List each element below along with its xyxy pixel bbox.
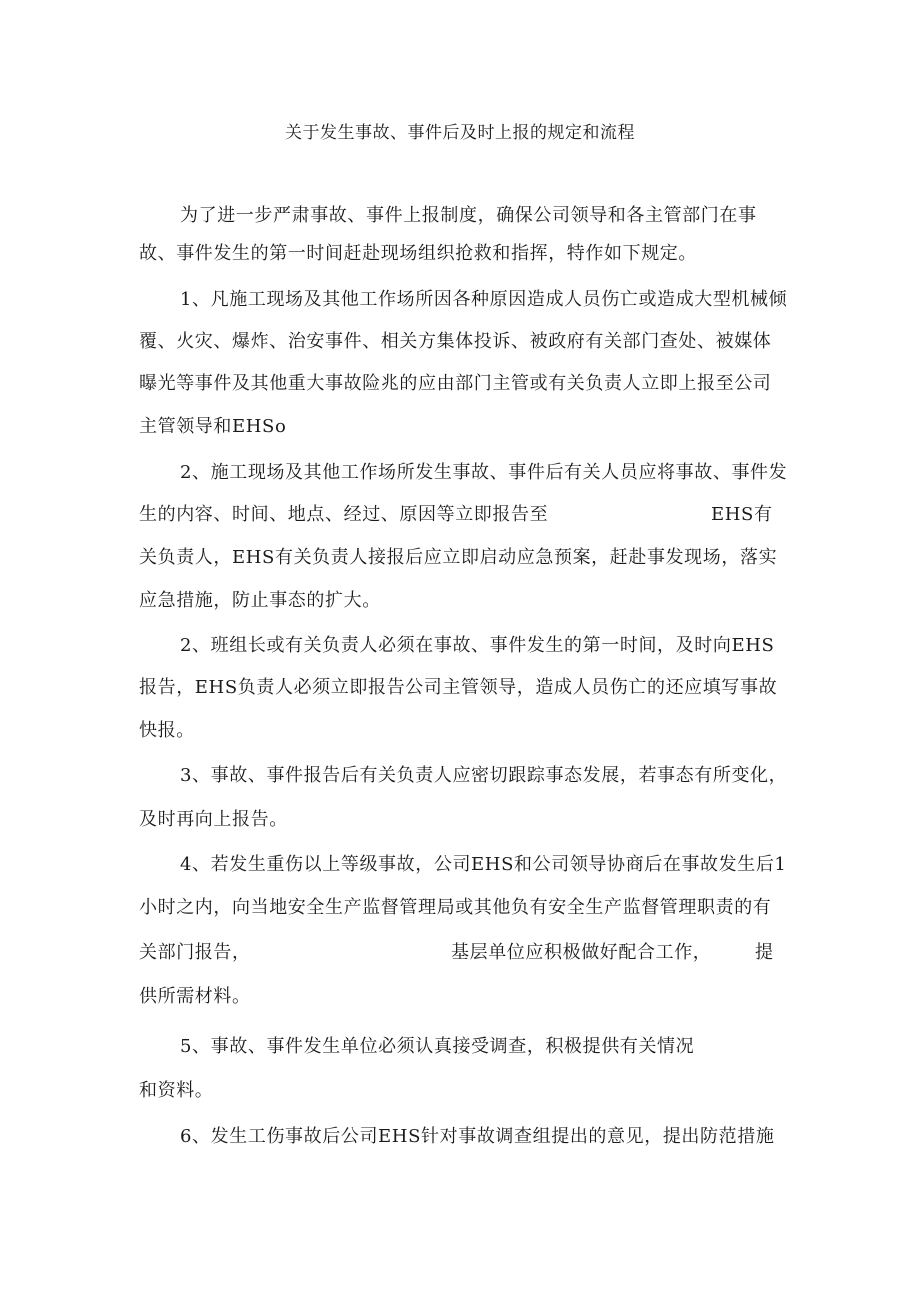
item3-line-2: 及时再向上报告。	[139, 809, 288, 830]
item4-line-3c: 提	[755, 942, 774, 963]
intro-line-2: 故、事件发生的第一时间赶赴现场组织抢救和指挥，特作如下规定。	[139, 243, 697, 264]
item2a-line-2b: EHS有	[711, 504, 773, 525]
item2a-line-2a: 生的内容、时间、地点、经过、原因等立即报告至	[139, 504, 549, 525]
intro-line-1: 为了进一步严肃事故、事件上报制度，确保公司领导和各主管部门在事	[180, 205, 757, 226]
item4-line-2: 小时之内，向当地安全生产监督管理局或其他负有安全生产监督管理职责的有	[139, 897, 772, 918]
item3-line-1: 3、事故、事件报告后有关负责人应密切跟踪事态发展，若事态有所变化，	[180, 765, 788, 786]
item5-line-2: 和资料。	[139, 1080, 214, 1101]
item2b-line-3: 快报。	[139, 720, 195, 741]
item4-line-3a: 关部门报告，	[139, 942, 251, 963]
item1-line-4: 主管领导和EHSo	[139, 416, 287, 437]
item1-line-1: 1、凡施工现场及其他工作场所因各种原因造成人员伤亡或造成大型机械倾	[180, 289, 788, 310]
item2a-line-4: 应急措施，防止事态的扩大。	[139, 590, 381, 611]
item1-line-2: 覆、火灾、爆炸、治安事件、相关方集体投诉、被政府有关部门查处、被媒体	[139, 331, 772, 352]
item4-line-1: 4、若发生重伤以上等级事故，公司EHS和公司领导协商后在事故发生后1	[180, 854, 787, 875]
item6-line-1: 6、发生工伤事故后公司EHS针对事故调查组提出的意见，提出防范措施	[180, 1126, 775, 1147]
item5-line-1: 5、事故、事件发生单位必须认真接受调查，积极提供有关情况	[180, 1036, 695, 1057]
item4-line-4: 供所需材料。	[139, 986, 251, 1007]
item2b-line-1: 2、班组长或有关负责人必须在事故、事件发生的第一时间，及时向EHS	[180, 635, 775, 656]
item1-line-3: 曝光等事件及其他重大事故险兆的应由部门主管或有关负责人立即上报至公司	[139, 373, 772, 394]
item2b-line-2: 报告，EHS负责人必须立即报告公司主管领导，造成人员伤亡的还应填写事故	[139, 677, 778, 698]
item2a-line-3: 关负责人，EHS有关负责人接报后应立即启动应急预案，赶赴事发现场，落实	[139, 547, 778, 568]
document-title: 关于发生事故、事件后及时上报的规定和流程	[285, 123, 635, 143]
item2a-line-1: 2、施工现场及其他工作场所发生事故、事件后有关人员应将事故、事件发	[180, 462, 788, 483]
item4-line-3b: 基层单位应积极做好配合工作，	[451, 942, 712, 963]
